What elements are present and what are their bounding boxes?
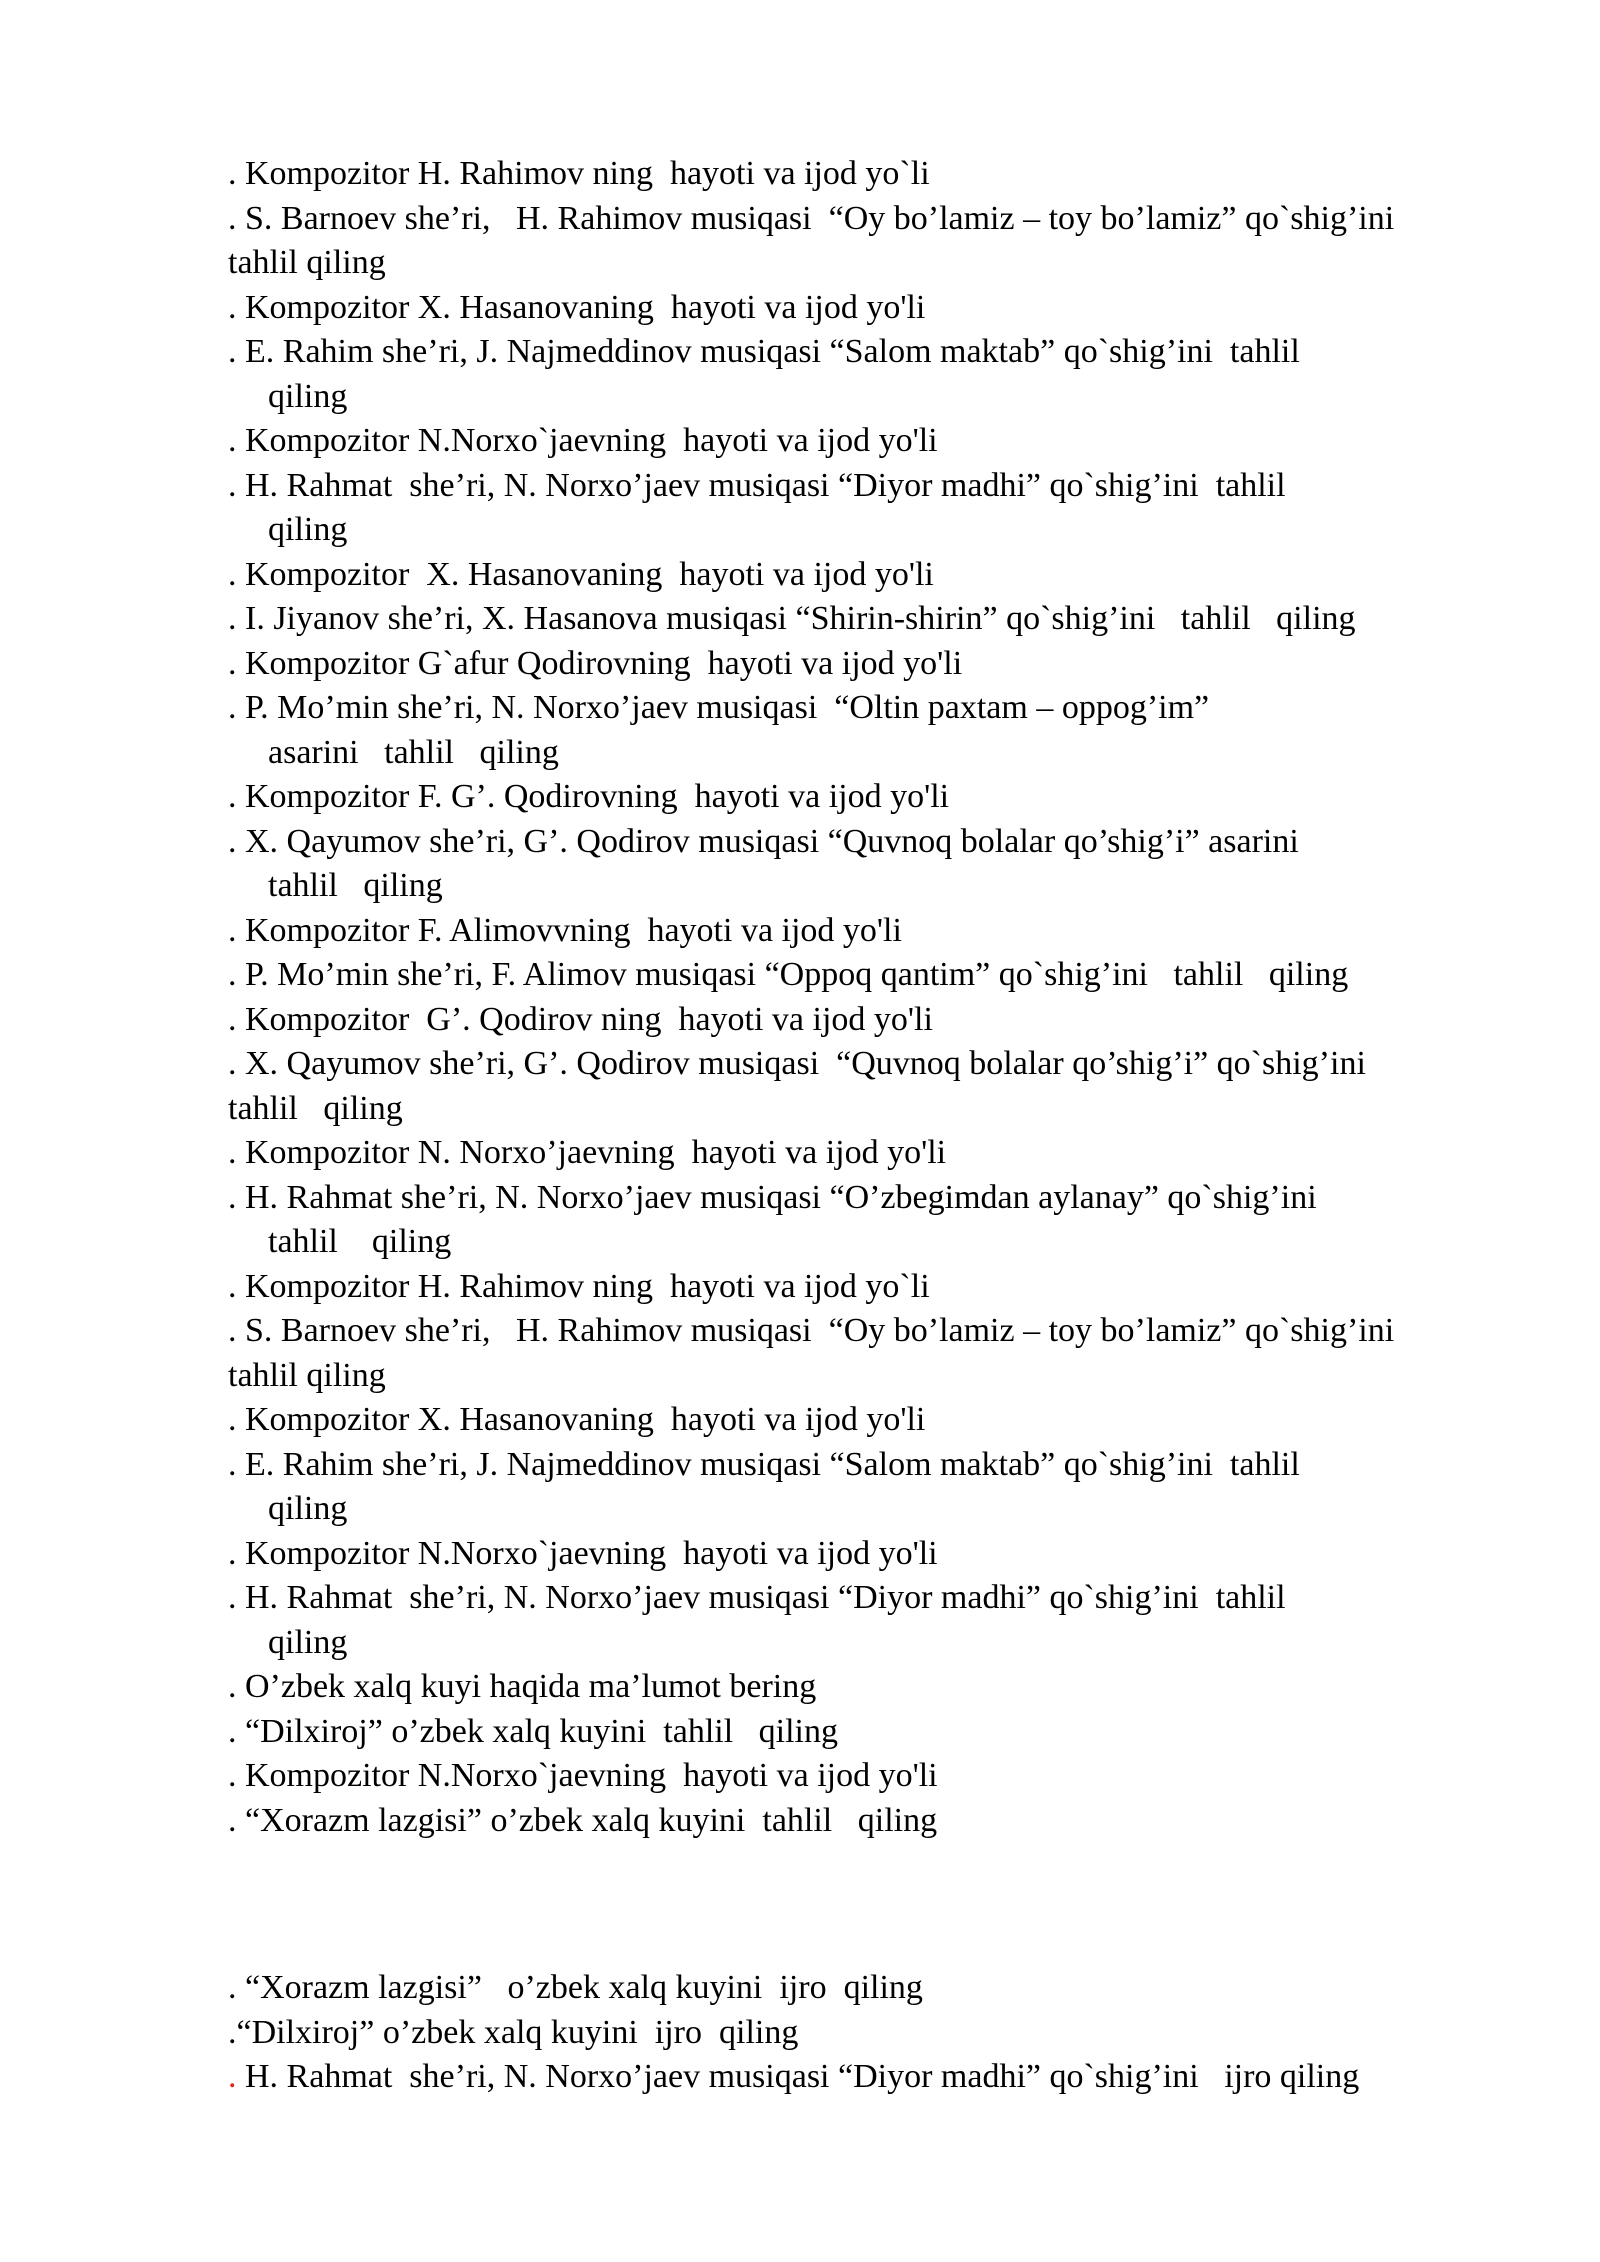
- list-marker: .: [228, 956, 237, 993]
- list-item-text: Kompozitor G`afur Qodirovning hayoti va ijod yo'li: [236, 644, 963, 682]
- list-item-text: P. Mo’min she’ri, F. Alimov musiqasi “Oppoq qantim” qo`shig’ini tahlil qiling: [236, 956, 1349, 993]
- list-item-line: [228, 820, 1548, 865]
- list-marker: .: [228, 1757, 237, 1794]
- list-item: [228, 1532, 1548, 1577]
- list-item: [228, 1966, 1548, 2011]
- list-item: [228, 597, 1548, 642]
- list-item: [228, 686, 1548, 775]
- list-item-text: Kompozitor G’. Qodirov ning hayoti va ijod yo'li: [236, 1000, 933, 1038]
- list-item: [228, 1710, 1548, 1755]
- list-marker: .: [228, 1134, 237, 1171]
- list-item-continuation: qiling: [268, 511, 348, 548]
- list-item: [228, 953, 1548, 998]
- list-item-line: [228, 909, 1548, 954]
- list-item-line: [228, 464, 1548, 509]
- list-item-line: [228, 330, 1548, 375]
- list-marker: .: [228, 1267, 237, 1305]
- list-item: [228, 419, 1548, 464]
- list-marker: .: [228, 644, 237, 682]
- list-item: [228, 642, 1548, 687]
- list-marker: .: [228, 1445, 237, 1483]
- list-item-text: X. Qayumov she’ri, G’. Qodirov musiqasi “Quvnoq bolalar qo’shig’i” qo`shig’ini: [236, 1045, 1366, 1082]
- list-item: [228, 1398, 1548, 1443]
- list-item-text: “Xorazm lazgisi” o’zbek xalq kuyini ijro qiling: [236, 1969, 923, 2006]
- list-item: [228, 152, 1548, 197]
- list-item-line: [228, 1443, 1548, 1488]
- list-item-line: [228, 1532, 1548, 1577]
- list-marker: .: [228, 1045, 237, 1082]
- list-item-continuation: qiling: [268, 1490, 348, 1527]
- list-item-text: Kompozitor F. Alimovvning hayoti va ijod yo'li: [236, 911, 902, 949]
- list-item-continuation: asarini tahlil qiling: [268, 733, 559, 771]
- list-item-text: Kompozitor H. Rahimov ning hayoti va ijod yo`li: [236, 1267, 930, 1305]
- list-item: [228, 1265, 1548, 1310]
- list-item-text: E. Rahim she’ri, J. Najmeddinov musiqasi “Salom maktab” qo`shig’ini tahlil: [236, 333, 1300, 370]
- list-item-continuation: tahlil qiling: [228, 1356, 386, 1394]
- list-item: [228, 330, 1548, 419]
- list-item-line: [228, 1665, 1548, 1710]
- list-item-text: H. Rahmat she’ri, N. Norxo’jaev musiqasi “Diyor madhi” qo`shig’ini ijro qiling: [236, 2058, 1360, 2095]
- list-item-text: H. Rahmat she’ri, N. Norxo’jaev musiqasi “Diyor madhi” qo`shig’ini tahlil: [236, 1579, 1286, 1616]
- list-item-line: [228, 1710, 1548, 1755]
- list-item-line: [228, 1309, 1548, 1354]
- list-item-line: [228, 1754, 1548, 1799]
- list-item-text: O’zbek xalq kuyi haqida ma’lumot bering: [236, 1668, 817, 1705]
- list-marker: .: [228, 1000, 237, 1038]
- list-marker: .: [228, 911, 237, 949]
- list-marker: .: [228, 1712, 237, 1750]
- list-item-text: Kompozitor X. Hasanovaning hayoti va ijod yo'li: [236, 288, 926, 326]
- list-item: [228, 1665, 1548, 1710]
- list-marker: .: [228, 555, 237, 593]
- list-item-text: Kompozitor N.Norxo`jaevning hayoti va ijod yo'li: [236, 422, 938, 459]
- list-marker: .: [228, 1801, 237, 1839]
- list-marker: .: [228, 1668, 237, 1705]
- list-item: [228, 553, 1548, 598]
- list-item: [228, 998, 1548, 1043]
- list-item-line: [228, 197, 1548, 242]
- list-item-line: [228, 1265, 1548, 1310]
- list-marker: .: [228, 822, 237, 860]
- list-marker: .: [228, 2013, 237, 2051]
- list-item-continuation: tahlil qiling: [228, 1089, 403, 1127]
- list-item-continuation: tahlil qiling: [268, 1223, 452, 1260]
- list-item-text: H. Rahmat she’ri, N. Norxo’jaev musiqasi “Diyor madhi” qo`shig’ini tahlil: [236, 466, 1286, 504]
- list-item: [228, 464, 1548, 553]
- list-marker: .: [228, 1312, 237, 1349]
- list-item: [228, 909, 1548, 954]
- list-item-line: [228, 2055, 1548, 2100]
- list-item-continuation: qiling: [268, 377, 348, 415]
- list-item: [228, 2055, 1548, 2100]
- list-marker: .: [228, 333, 237, 370]
- list-item-text: Kompozitor X. Hasanovaning hayoti va ijod yo'li: [236, 555, 934, 593]
- list-item-continuation: tahlil qiling: [268, 867, 443, 904]
- list-item: [228, 1309, 1548, 1398]
- list-marker: .: [228, 1969, 237, 2006]
- list-item-line: [228, 953, 1548, 998]
- question-list: [228, 152, 1548, 1843]
- list-item-text: Kompozitor F. G’. Qodirovning hayoti va ijod yo'li: [236, 778, 950, 815]
- list-item-text: E. Rahim she’ri, J. Najmeddinov musiqasi “Salom maktab” qo`shig’ini tahlil: [236, 1445, 1300, 1483]
- list-item: [228, 775, 1548, 820]
- list-item-line: [228, 1398, 1548, 1443]
- list-item-text: Kompozitor N.Norxo`jaevning hayoti va ijod yo'li: [236, 1757, 938, 1794]
- list-marker: .: [228, 1534, 237, 1572]
- list-item-line: [228, 1131, 1548, 1176]
- list-item: [228, 1799, 1548, 1844]
- list-item-line: [228, 597, 1548, 642]
- list-item: [228, 820, 1548, 909]
- list-item: [228, 1443, 1548, 1532]
- list-item-text: “Xorazm lazgisi” o’zbek xalq kuyini tahlil qiling: [236, 1801, 938, 1839]
- list-item-text: Kompozitor X. Hasanovaning hayoti va ijod yo'li: [236, 1401, 926, 1438]
- list-item-text: “Dilxiroj” o’zbek xalq kuyini tahlil qiling: [236, 1712, 838, 1750]
- list-item-text: P. Mo’min she’ri, N. Norxo’jaev musiqasi “Oltin paxtam – oppog’im”: [236, 689, 1210, 726]
- list-item-text: S. Barnoev she’ri, H. Rahimov musiqasi “Oy bo’lamiz – toy bo’lamiz” qo`shig’ini: [236, 199, 1395, 237]
- list-item: [228, 197, 1548, 286]
- list-item-text: “Dilxiroj” o’zbek xalq kuyini ijro qiling: [236, 2013, 799, 2051]
- list-marker: .: [228, 1401, 237, 1438]
- list-item-text: I. Jiyanov she’ri, X. Hasanova musiqasi “Shirin-shirin” qo`shig’ini tahlil qiling: [236, 600, 1356, 637]
- list-item-line: [228, 1042, 1548, 1087]
- list-item-text: Kompozitor N.Norxo`jaevning hayoti va ijod yo'li: [236, 1534, 938, 1572]
- list-item-line: [228, 775, 1548, 820]
- list-marker: .: [228, 2058, 237, 2095]
- list-marker: .: [228, 466, 237, 504]
- list-item-text: X. Qayumov she’ri, G’. Qodirov musiqasi “Quvnoq bolalar qo’shig’i” asarini: [236, 822, 1299, 860]
- list-item-line: [228, 1799, 1548, 1844]
- list-marker: .: [228, 422, 237, 459]
- list-item-text: Kompozitor H. Rahimov ning hayoti va ijod yo`li: [236, 155, 930, 192]
- list-marker: .: [228, 1579, 237, 1616]
- list-item-line: [228, 998, 1548, 1043]
- list-item-line: [228, 152, 1548, 197]
- performance-task-list: [228, 1966, 1548, 2100]
- list-marker: .: [228, 689, 237, 726]
- list-marker: .: [228, 1178, 237, 1216]
- list-item-continuation: qiling: [268, 1623, 348, 1661]
- list-marker: .: [228, 778, 237, 815]
- list-item: [228, 1754, 1548, 1799]
- list-item: [228, 286, 1548, 331]
- list-marker: .: [228, 600, 237, 637]
- list-item-line: [228, 2011, 1548, 2056]
- list-item-line: [228, 1966, 1548, 2011]
- list-item: [228, 1042, 1548, 1131]
- list-item: [228, 1131, 1548, 1176]
- list-marker: .: [228, 199, 237, 237]
- list-item-line: [228, 642, 1548, 687]
- list-item-line: [228, 286, 1548, 331]
- list-item-line: [228, 553, 1548, 598]
- list-item-text: H. Rahmat she’ri, N. Norxo’jaev musiqasi “O’zbegimdan aylanay” qo`shig’ini: [236, 1178, 1317, 1216]
- list-item-line: [228, 686, 1548, 731]
- list-item: [228, 1576, 1548, 1665]
- list-item: [228, 1176, 1548, 1265]
- list-item-text: Kompozitor N. Norxo’jaevning hayoti va ijod yo'li: [236, 1134, 947, 1171]
- list-item-line: [228, 1176, 1548, 1221]
- list-item-line: [228, 1576, 1548, 1621]
- list-marker: .: [228, 288, 237, 326]
- list-item-continuation: tahlil qiling: [228, 244, 386, 281]
- list-marker: .: [228, 155, 237, 192]
- list-item: [228, 2011, 1548, 2056]
- list-item-text: S. Barnoev she’ri, H. Rahimov musiqasi “Oy bo’lamiz – toy bo’lamiz” qo`shig’ini: [236, 1312, 1395, 1349]
- list-item-line: [228, 419, 1548, 464]
